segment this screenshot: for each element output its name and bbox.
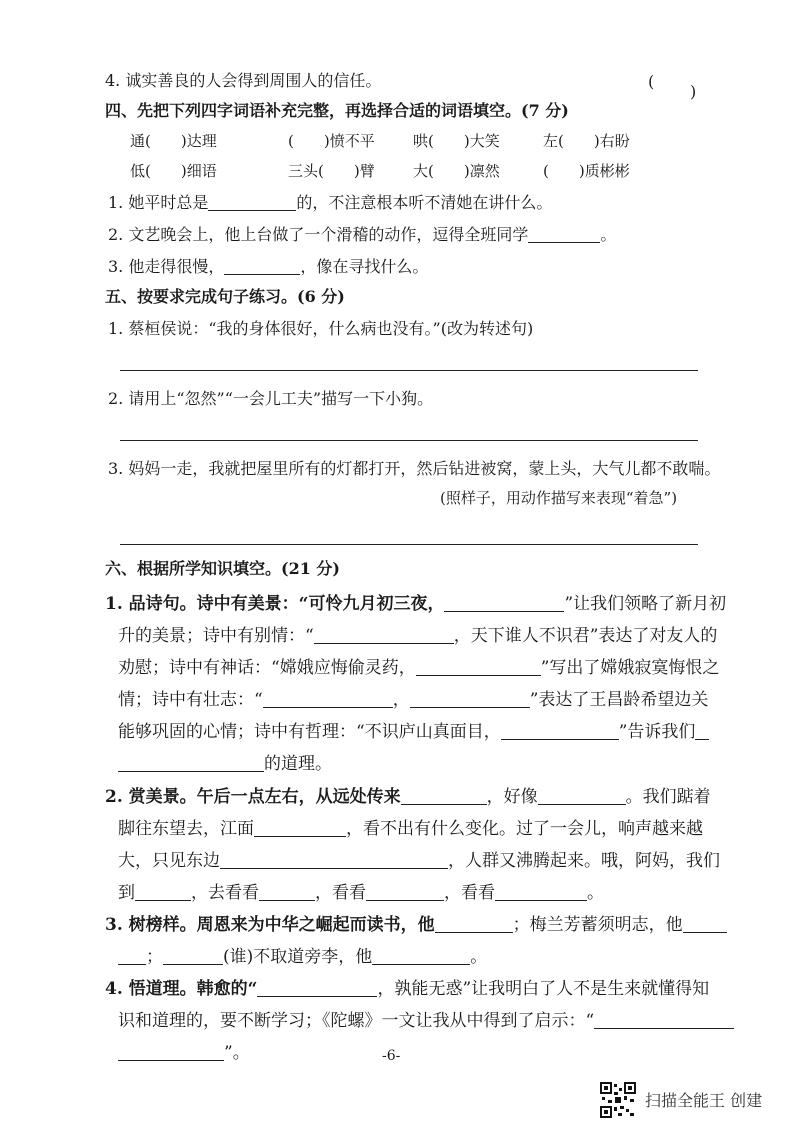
s6-q1-blank-3[interactable]: [416, 658, 541, 676]
section-6-heading: 六、根据所学知识填空。(21 分): [105, 559, 340, 578]
idiom-7: 大( )凛然: [413, 162, 500, 180]
s6-q2-l1-a: 2. 赏美景。午后一点左右，从远处传来: [105, 787, 401, 807]
s6-q4-line-1: [105, 974, 709, 999]
judgement-item-4: 4. 诚实善良的人会得到周围人的信任。: [105, 71, 382, 90]
s6-q2-blank-3[interactable]: [254, 819, 346, 837]
s4-q2-text-a: 2. 文艺晚会上，他上台做了一个滑稽的动作，逗得全班同学: [108, 225, 529, 244]
s6-q1-blank-5[interactable]: [410, 690, 530, 708]
s6-q4-l1-a: 4. 悟道理。韩愈的“: [105, 979, 258, 999]
s6-q3-l2-b: (谁)不取道旁李，他: [223, 947, 373, 967]
s6-q2-l2-a: 脚往东望去，江面: [118, 819, 254, 839]
s6-q3-line-2: [118, 942, 487, 967]
s6-q4-blank-2b[interactable]: [118, 1043, 224, 1061]
s6-q1-l6-a: 的道理。: [264, 754, 332, 774]
s6-q1-blank-1[interactable]: [444, 594, 564, 612]
s6-q1-blank-2[interactable]: [314, 626, 454, 644]
qr-code-icon: [600, 1082, 636, 1118]
s6-q1-blank-6[interactable]: [501, 722, 619, 740]
s6-q4-line-3: [118, 1038, 250, 1063]
s5-q3-note: (照样子，用动作描写来表现“着急”): [440, 489, 678, 507]
s6-q2-blank-6[interactable]: [259, 883, 315, 901]
s6-q1-l4-b: ，: [392, 690, 410, 710]
answer-paren-close: ): [690, 82, 697, 101]
s4-q3-text-a: 3. 他走得很慢，: [108, 257, 225, 276]
s5-q1-answer-line[interactable]: [120, 370, 698, 371]
s6-q1-l3-b: ”写出了嫦娥寂寞悔恨之: [540, 658, 720, 678]
s6-q1-line-2: [118, 621, 717, 646]
s4-q2-text-b: 。: [600, 225, 617, 244]
s6-q4-blank-2a[interactable]: [594, 1011, 734, 1029]
s6-q3-blank-2a[interactable]: [683, 915, 727, 933]
s6-q2-l4-b: ，去看看: [191, 883, 259, 903]
s6-q2-l4-d: ，看看: [444, 883, 495, 903]
s6-q2-l4-e: 。: [587, 883, 604, 903]
s6-q1-line-3: [118, 653, 719, 678]
s5-question-2: 2. 请用上“忽然”“一会儿工夫”描写一下小狗。: [108, 389, 434, 408]
s6-q2-l4-a: 到: [118, 883, 135, 903]
s4-question-3: [108, 254, 428, 277]
s4-q2-blank[interactable]: [528, 226, 600, 243]
s6-q3-l2-c: 。: [470, 947, 488, 967]
s6-q2-blank-4[interactable]: [220, 851, 448, 869]
s6-q2-l3-a: 大，只见东边: [118, 851, 220, 871]
idiom-3: 哄( )大笑: [413, 132, 500, 150]
section-5-heading: 五、按要求完成句子练习。(6 分): [105, 287, 345, 306]
s6-q2-line-4: [118, 878, 604, 903]
idiom-8: ( )质彬彬: [543, 162, 630, 180]
s6-q4-l1-b: ，孰能无惑”让我明白了人不是生来就懂得知: [377, 979, 710, 999]
s4-q3-text-b: ，像在寻找什么。: [300, 257, 429, 276]
section-4-heading: 四、先把下列四字词语补充完整，再选择合适的词语填空。(7 分): [105, 101, 569, 120]
s6-q2-blank-1[interactable]: [401, 787, 487, 805]
s6-q1-blank-7a[interactable]: [695, 722, 709, 740]
s4-q3-blank[interactable]: [224, 258, 300, 275]
s6-q2-l4-c: ，看看: [315, 883, 366, 903]
s5-question-1: 1. 蔡桓侯说：“我的身体很好，什么病也没有。”(改为转述句): [108, 319, 534, 338]
s6-q2-l1-b: ，好像: [486, 787, 538, 807]
s6-q1-l5-b: ”告诉我们: [618, 722, 696, 742]
s6-q1-l2-b: ，天下谁人不识君”表达了对友人的: [453, 626, 718, 646]
s6-q3-l2-a: ；: [146, 947, 163, 967]
s6-q3-blank-2b[interactable]: [118, 947, 146, 965]
s6-q2-blank-5[interactable]: [135, 883, 191, 901]
s6-q1-line-4: [118, 685, 708, 710]
s4-q1-text-b: 的，不注意根本听不清她在讲什么。: [296, 193, 553, 212]
s6-q4-l3-a: ”。: [224, 1043, 250, 1063]
s6-q1-l4-a: 情；诗中有壮志：“: [118, 690, 263, 710]
s6-q4-blank-1[interactable]: [257, 979, 377, 997]
s5-question-3: 3. 妈妈一走，我就把屋里所有的灯都打开，然后钻进被窝，蒙上头，大气儿都不敢喘。: [108, 459, 721, 478]
s6-q3-blank-4[interactable]: [372, 947, 470, 965]
page-number: -6-: [382, 1048, 401, 1064]
s6-q2-blank-8[interactable]: [495, 883, 587, 901]
s6-q2-blank-7[interactable]: [366, 883, 444, 901]
s6-q4-line-2: [118, 1006, 734, 1031]
scanner-watermark: 扫描全能王 创建: [645, 1091, 763, 1110]
s6-q2-blank-2[interactable]: [538, 787, 626, 805]
s6-q3-l1-b: ；梅兰芳蓄须明志，他: [512, 915, 683, 935]
s4-q1-text-a: 1. 她平时总是: [108, 193, 209, 212]
s4-question-1: [108, 190, 552, 213]
s5-q3-answer-line[interactable]: [120, 544, 698, 545]
s4-q1-blank[interactable]: [208, 194, 296, 211]
s6-q2-l3-b: ，人群又沸腾起来。哦，阿妈，我们: [448, 851, 720, 871]
s6-q2-line-3: [118, 846, 720, 871]
s6-q3-line-1: [105, 910, 727, 935]
s6-q1-l3-a: 劝慰；诗中有神话：“嫦娥应悔偷灵药，: [118, 658, 416, 678]
s6-q3-blank-3[interactable]: [163, 947, 223, 965]
s5-q2-answer-line[interactable]: [120, 440, 698, 441]
idiom-2: ( )愤不平: [288, 132, 375, 150]
idiom-1: 通( )达理: [130, 132, 217, 150]
idiom-4: 左( )右盼: [543, 132, 630, 150]
answer-paren-open: (: [648, 72, 655, 91]
s4-question-2: [108, 222, 616, 245]
s6-q1-blank-4[interactable]: [263, 690, 393, 708]
s6-q1-l5-a: 能够巩固的心情；诗中有哲理：“不识庐山真面目，: [118, 722, 501, 742]
s6-q1-line-5: [118, 717, 709, 742]
s6-q1-line-1: [105, 589, 726, 614]
s6-q1-l1-a: 1. 品诗句。诗中有美景：“可怜九月初三夜，: [105, 594, 445, 614]
idiom-5: 低( )细语: [130, 162, 217, 180]
s6-q4-l2-a: 识和道理的，要不断学习；《陀螺》一文让我从中得到了启示：“: [118, 1011, 595, 1031]
s6-q1-l4-c: ”表达了王昌龄希望边关: [529, 690, 709, 710]
s6-q3-blank-1[interactable]: [435, 915, 513, 933]
s6-q3-l1-a: 3. 树榜样。周恩来为中华之崛起而读书，他: [105, 915, 435, 935]
s6-q2-l2-b: ，看不出有什么变化。过了一会儿，响声越来越: [346, 819, 703, 839]
s6-q1-l1-b: ”让我们领略了新月初: [564, 594, 727, 614]
s6-q1-blank-7b[interactable]: [118, 754, 264, 772]
s6-q2-line-1: [105, 782, 711, 807]
s6-q2-l1-c: 。我们踮着: [625, 787, 711, 807]
s6-q2-line-2: [118, 814, 703, 839]
s6-q1-l2-a: 升的美景；诗中有别情：“: [118, 626, 314, 646]
s6-q1-line-6: [118, 749, 332, 774]
idiom-6: 三头( )臂: [288, 162, 375, 180]
